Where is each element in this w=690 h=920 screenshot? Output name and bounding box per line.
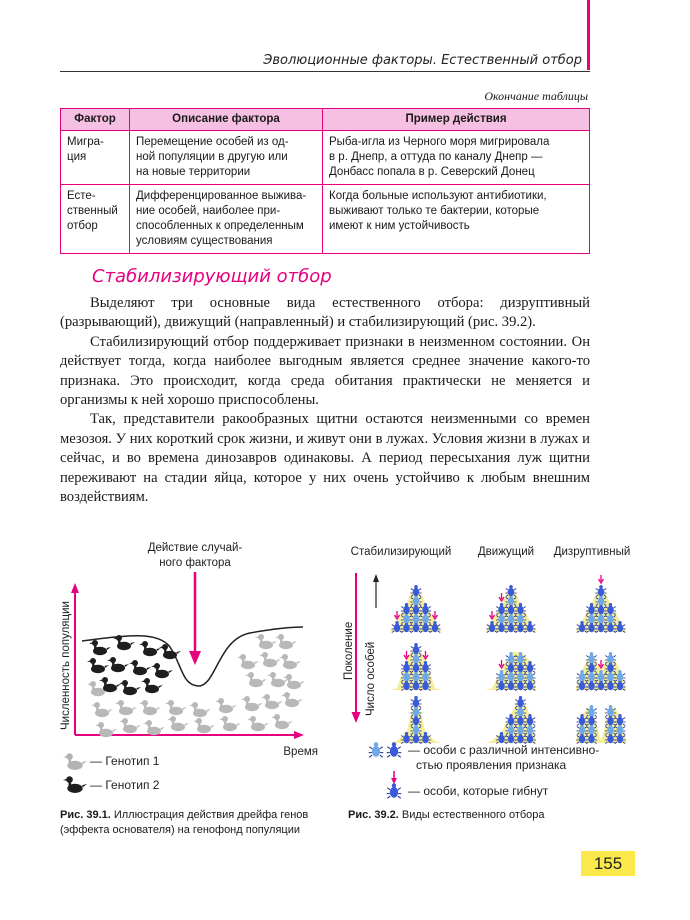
duck-icon — [141, 678, 163, 693]
annotation-line1: Действие случай- — [147, 542, 243, 554]
duck-icon — [279, 654, 301, 669]
duck-icon — [215, 698, 237, 713]
duck-icon — [271, 714, 293, 729]
paragraph: Выделяют три основные вида естественного отбора: дизруптивный (разрывающий), движущий (направленный) и стабилизирующий (рис. 39.2). — [60, 295, 590, 331]
figure-genetic-drift — [58, 535, 328, 800]
x-axis-label: Время — [283, 746, 318, 758]
legend-label: — Генотип 1 — [90, 754, 160, 768]
column-title-disruptive: Дизруптивный — [553, 546, 631, 558]
legend-label: — особи, которые гибнут — [408, 784, 549, 798]
legend-label: стью проявления признака — [416, 758, 567, 772]
duck-icon — [119, 680, 141, 695]
legend-dying — [387, 771, 549, 798]
table-row — [61, 185, 590, 254]
caption-text: Виды естественного отбора — [398, 809, 545, 821]
duck-icon — [167, 716, 189, 731]
legend-individuals — [369, 742, 600, 772]
duck-icon — [139, 641, 161, 656]
duck-icon — [193, 718, 215, 733]
column-title-stabilizing: Стабилизирующий — [350, 546, 452, 558]
duck-icon — [283, 674, 305, 689]
y-axis-label: Численность популяции — [60, 601, 72, 730]
duck-icon — [107, 657, 129, 672]
duck-icon — [87, 658, 109, 673]
caption-text: Иллюстрация действия дрейфа генов (эффекта основателя) на генофонд популяции — [60, 809, 309, 836]
paragraph: Стабилизирующий отбор поддерживает признаки в неизменном состоянии. Он действует тогда, когда наиболее выгодным является среднее значение какого-то признака. Это происходит, когда среда обитания практически не меняется и организмы к ней хорошо приспособлены. — [60, 333, 590, 409]
duck-icon — [143, 720, 165, 735]
column-header: Описание фактора — [130, 109, 323, 131]
column-title-directional: Движущий — [477, 546, 535, 558]
legend-label: — Генотип 2 — [90, 778, 160, 792]
caption-label: Рис. 39.2. — [348, 809, 399, 821]
duck-icon — [219, 716, 241, 731]
generation-axis-label: Поколение — [343, 621, 355, 680]
duck-icon — [139, 700, 161, 715]
paragraph: Так, представители ракообразных щитни остаются неизменными со времен мезозоя. У них короткий срок жизни, и живут они в лужах. Условия жизни в лужах и сейчас, и во времена динозавров одинаковы. А период пересыхания луж щитни переживают на стадии яйца, которое у них очень устойчиво к любым внешним воздействиям. — [60, 411, 590, 506]
legend-genotype2 — [63, 776, 160, 793]
duck-icon — [119, 718, 141, 733]
column-header: Пример действия — [323, 109, 590, 131]
annotation-line2: ного фактора — [159, 557, 231, 569]
section-title: Стабилизирующий отбор — [92, 266, 332, 287]
duck-icon — [91, 702, 113, 717]
y-axis — [71, 583, 79, 735]
table-caption: Окончание таблицы — [484, 89, 588, 103]
table-cell: Дифференцированное выжива- ние особей, наиболее при- способленных к определенным условиям существования — [130, 185, 323, 254]
duck-icon — [281, 692, 303, 707]
duck-icon — [255, 634, 277, 649]
duck-icon — [89, 640, 111, 655]
duck-icon — [113, 635, 135, 650]
beetle-icon — [410, 696, 421, 708]
figure1-caption — [60, 808, 340, 838]
dying-arrow-icon — [599, 575, 604, 583]
table-cell: Есте- ственный отбор — [61, 185, 130, 254]
page-number: 155 — [581, 851, 635, 876]
running-header: Эволюционные факторы. Естественный отбор — [263, 53, 582, 68]
figure2-caption — [348, 808, 608, 823]
random-factor-arrow — [189, 572, 201, 665]
table-cell: Рыба-игла из Черного моря мигрировала в р. Днепр, а оттуда по каналу Днепр — Донбасс попала в р. Северский Донец — [323, 131, 590, 185]
duck-icon — [189, 702, 211, 717]
duck-icon — [237, 654, 259, 669]
header-rule — [60, 71, 590, 72]
factors-table — [60, 108, 590, 254]
table-cell: Мигра- ция — [61, 131, 130, 185]
count-axis-label: Число особей — [365, 641, 377, 716]
duck-icon — [261, 694, 283, 709]
header-accent-bar — [587, 0, 590, 70]
column-header: Фактор — [61, 109, 130, 131]
table-header-row — [61, 109, 590, 131]
table-row — [61, 131, 590, 185]
duck-icon — [165, 700, 187, 715]
table-cell: Перемещение особей из од- ной популяции в другую или на новые территории — [130, 131, 323, 185]
count-axis — [373, 574, 379, 608]
figure-selection-types — [336, 538, 641, 803]
legend-genotype1 — [63, 753, 160, 770]
duck-icon — [115, 700, 137, 715]
duck-icon — [267, 672, 289, 687]
duck-icon — [245, 672, 267, 687]
body-text — [60, 294, 590, 507]
duck-icon — [275, 634, 297, 649]
table-cell: Когда больные используют антибиотики, выживают только те бактерии, которые имеют к ним устойчивость — [323, 185, 590, 254]
duck-icon — [259, 652, 281, 667]
duck-icon — [247, 716, 269, 731]
duck-icon — [129, 660, 151, 675]
duck-icon — [241, 696, 263, 711]
duck-icon — [151, 663, 173, 678]
legend-label: — особи с различной интенсивно- — [408, 743, 600, 757]
selection-grid — [390, 575, 626, 744]
caption-label: Рис. 39.1. — [60, 809, 111, 821]
